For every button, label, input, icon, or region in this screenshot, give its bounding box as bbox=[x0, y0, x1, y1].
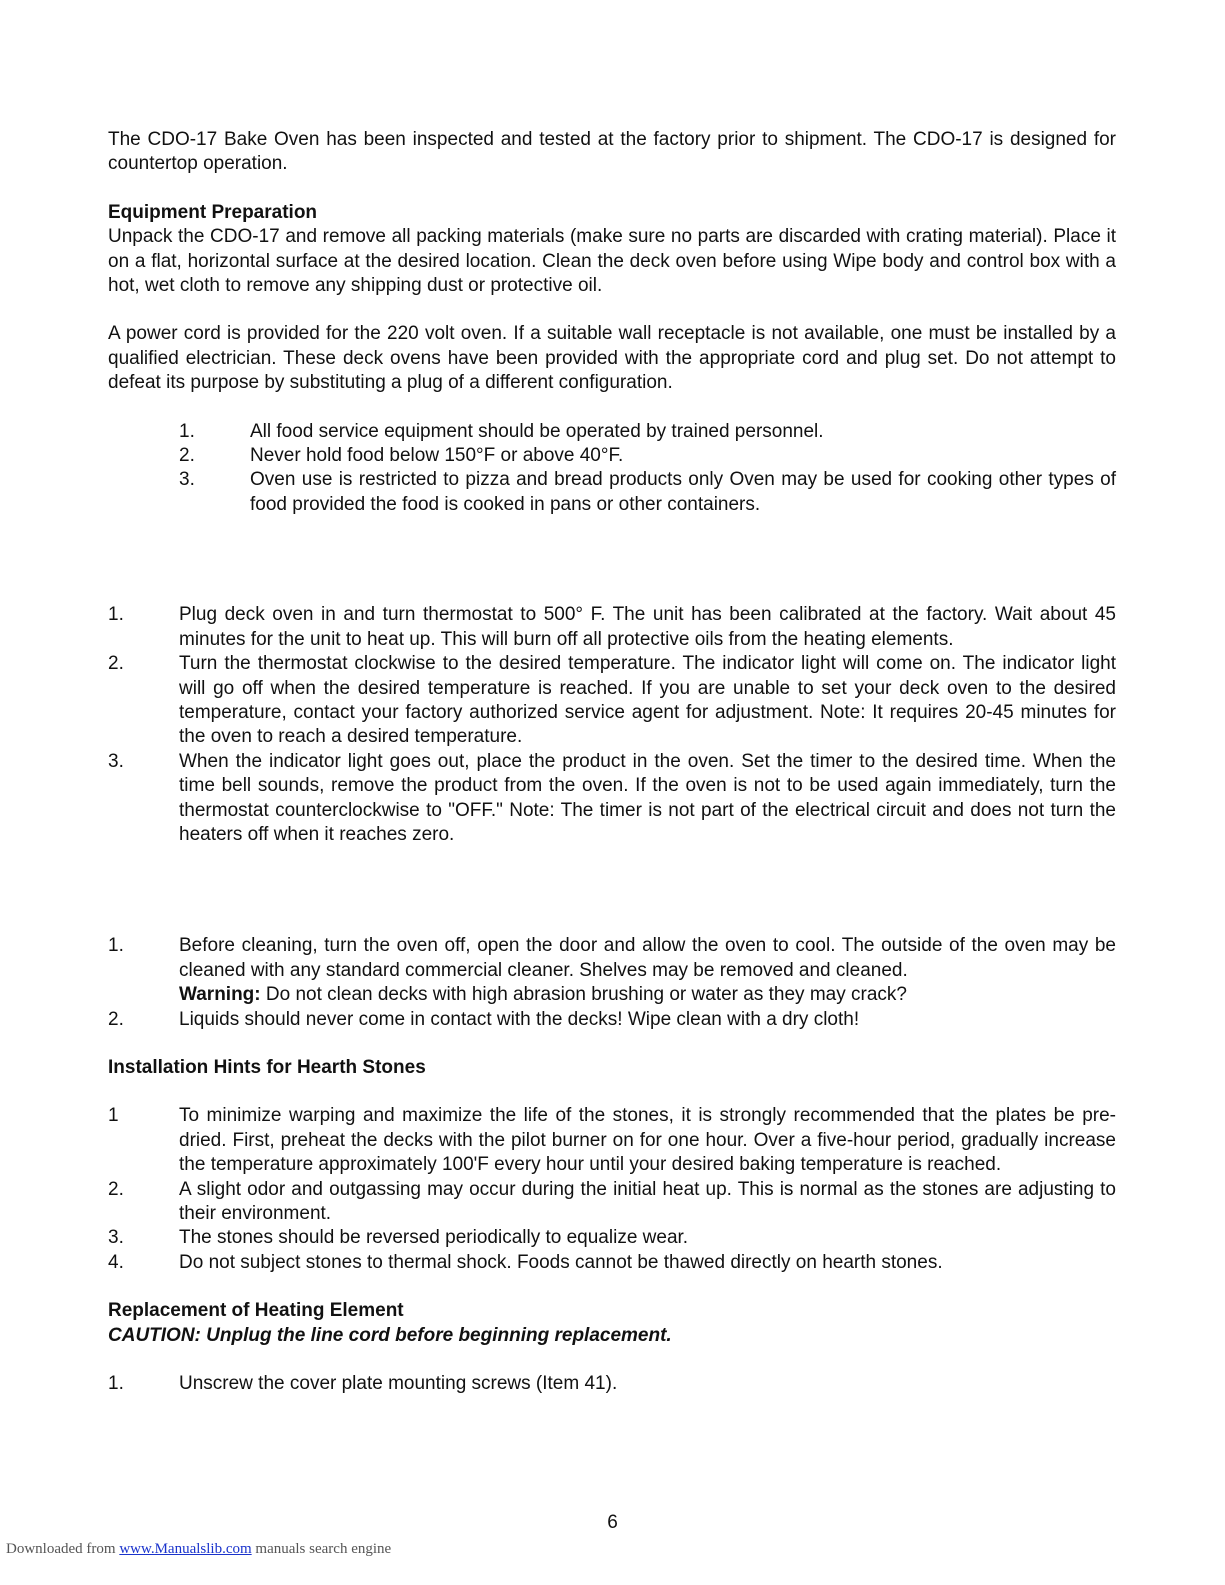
list-item bbox=[108, 1372, 1116, 1396]
list-item bbox=[108, 1226, 1116, 1250]
footer-prefix: Downloaded from bbox=[6, 1541, 120, 1557]
hearth-stones-list bbox=[108, 1104, 1116, 1275]
list-number: 2. bbox=[179, 445, 195, 467]
safety-list bbox=[108, 420, 1116, 518]
cleaning-text: Before cleaning, turn the oven off, open the door and allow the oven to cool. The outside of the oven may be cleaned with any standard commercial cleaner. Shelves may be removed and cleaned. bbox=[179, 935, 1116, 981]
cleaning-list bbox=[108, 934, 1116, 1032]
document-page bbox=[108, 128, 1116, 1396]
list-number: 3. bbox=[179, 469, 195, 491]
list-number: 1. bbox=[108, 935, 124, 957]
list-number: 3. bbox=[108, 750, 124, 772]
list-text: The stones should be reversed periodically to equalize wear. bbox=[179, 1227, 689, 1249]
list-item bbox=[108, 1251, 1116, 1275]
list-number: 2. bbox=[108, 653, 124, 675]
list-text: Do not subject stones to thermal shock. Foods cannot be thawed directly on hearth stones. bbox=[179, 1251, 943, 1273]
equipment-preparation-paragraph-1: Unpack the CDO-17 and remove all packing materials (make sure no parts are discarded with crating material). Place it on a flat, horizontal surface at the desired location. Clean the deck oven before using Wipe body and control box with a hot, wet cloth to remove any shipping dust or protective oil. bbox=[108, 226, 1116, 297]
replacement-list bbox=[108, 1372, 1116, 1396]
list-number: 3. bbox=[108, 1227, 124, 1249]
warning-label: Warning: bbox=[179, 984, 261, 1006]
list-number: 4. bbox=[108, 1251, 124, 1273]
list-number: 2. bbox=[108, 1008, 124, 1030]
list-item bbox=[108, 420, 1116, 444]
list-text bbox=[179, 934, 1116, 1007]
list-text: To minimize warping and maximize the life of the stones, it is strongly recommended that the plates be pre-dried. First, preheat the decks with the pilot burner on for one hour. Over a five-hour period, gradually increase the temperature approximately 100'F every hour until your desired baking temperature is reached. bbox=[179, 1105, 1116, 1176]
download-footer bbox=[6, 1541, 391, 1558]
list-number: 1 bbox=[108, 1105, 119, 1127]
list-item bbox=[108, 1104, 1116, 1177]
page-number: 6 bbox=[607, 1512, 618, 1533]
caution-text: CAUTION: Unplug the line cord before beginning replacement. bbox=[108, 1324, 672, 1346]
list-text: Liquids should never come in contact with the decks! Wipe clean with a dry cloth! bbox=[179, 1008, 860, 1030]
power-cord-paragraph: A power cord is provided for the 220 volt oven. If a suitable wall receptacle is not available, one must be installed by a qualified electrician. These deck ovens have been provided with the appropriate cord and plug set. Do not attempt to defeat its purpose by substituting a plug of a different configuration. bbox=[108, 323, 1116, 394]
intro-paragraph: The CDO-17 Bake Oven has been inspected and tested at the factory prior to shipment. The CDO-17 is designed for countertop operation. bbox=[108, 129, 1116, 175]
list-item bbox=[108, 652, 1116, 750]
footer-suffix: manuals search engine bbox=[251, 1541, 392, 1557]
list-text: All food service equipment should be operated by trained personnel. bbox=[250, 420, 824, 442]
list-number: 2. bbox=[108, 1178, 124, 1200]
list-item bbox=[108, 1008, 1116, 1032]
equipment-preparation-heading: Equipment Preparation bbox=[108, 201, 318, 223]
list-item bbox=[108, 468, 1116, 517]
list-text: When the indicator light goes out, place the product in the oven. Set the timer to the desired time. When the time bell sounds, remove the product from the oven. If the oven is not to be used again immediately, turn the thermostat counterclockwise to "OFF." Note: The timer is not part of the electrical circuit and does not turn the heaters off when it reaches zero. bbox=[179, 750, 1116, 845]
list-item bbox=[108, 603, 1116, 652]
list-item bbox=[108, 750, 1116, 848]
list-text: Oven use is restricted to pizza and bread products only Oven may be used for cooking other types of food provided the food is cooked in pans or other containers. bbox=[250, 469, 1116, 515]
warning-text: Do not clean decks with high abrasion brushing or water as they may crack? bbox=[260, 984, 907, 1006]
list-number: 1. bbox=[179, 420, 195, 442]
list-number: 1. bbox=[108, 604, 124, 626]
list-item bbox=[108, 1178, 1116, 1227]
replacement-heading: Replacement of Heating Element bbox=[108, 1300, 404, 1322]
list-item bbox=[108, 934, 1116, 1007]
list-text: Unscrew the cover plate mounting screws (Item 41). bbox=[179, 1373, 618, 1395]
list-text: Turn the thermostat clockwise to the desired temperature. The indicator light will come on. The indicator light will go off when the desired temperature is reached. If you are unable to set your deck oven to the desired temperature, contact your factory authorized service agent for adjustment. Note: It requires 20-45 minutes for the oven to reach a desired temperature. bbox=[179, 653, 1116, 748]
list-text: Plug deck oven in and turn thermostat to 500° F. The unit has been calibrated at the factory. Wait about 45 minutes for the unit to heat up. This will burn off all protective oils from the heating elements. bbox=[179, 604, 1116, 650]
operation-list bbox=[108, 603, 1116, 847]
list-item bbox=[108, 444, 1116, 468]
list-number: 1. bbox=[108, 1373, 124, 1395]
list-text: Never hold food below 150°F or above 40°F. bbox=[250, 445, 624, 467]
manualslib-link[interactable]: www.Manualslib.com bbox=[119, 1541, 252, 1557]
list-text: A slight odor and outgassing may occur during the initial heat up. This is normal as the stones are adjusting to their environment. bbox=[179, 1178, 1116, 1224]
hearth-stones-heading: Installation Hints for Hearth Stones bbox=[108, 1056, 426, 1078]
